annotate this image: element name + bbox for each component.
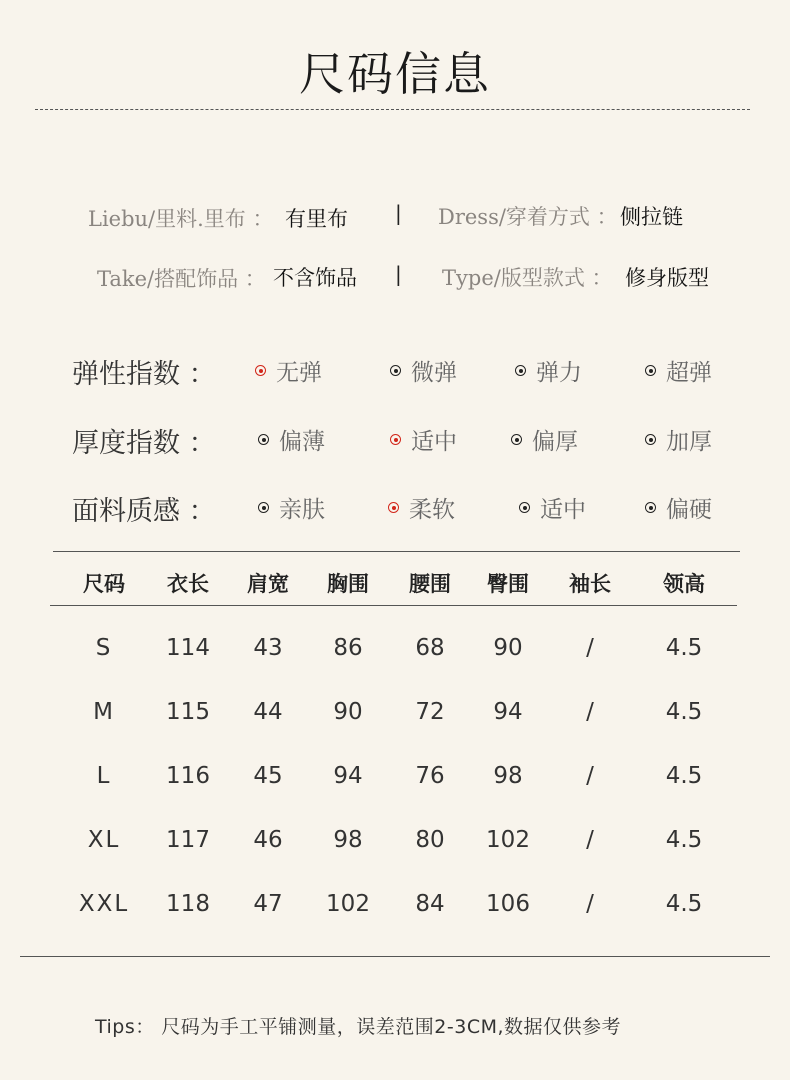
table-cell: 4.5 [665, 763, 703, 789]
table-cell: 98 [493, 763, 523, 789]
table-cell: L [96, 763, 112, 789]
table-cell: 45 [253, 763, 283, 789]
attribute-option[interactable] [645, 423, 712, 456]
table-cell: 116 [166, 763, 210, 789]
attribute-option[interactable] [258, 423, 325, 456]
attribute-option-label: 无弹 [276, 360, 322, 386]
attribute-option[interactable] [388, 491, 455, 524]
table-cell: 106 [486, 891, 530, 917]
table-cell: 44 [253, 699, 283, 725]
table-header-rule [50, 605, 737, 606]
info-separator: | [395, 201, 402, 225]
radio-icon [645, 365, 656, 376]
table-cell: 80 [415, 827, 445, 853]
attribute-option[interactable] [390, 423, 457, 456]
radio-icon [519, 502, 530, 513]
attribute-option[interactable] [519, 491, 586, 524]
type-value: 修身版型 [625, 266, 709, 290]
radio-icon [645, 502, 656, 513]
column-header: 袖长 [569, 571, 611, 596]
dress-label: Dress/穿着方式 ： [438, 205, 618, 229]
take-label: Take/搭配饰品 ： [97, 267, 266, 291]
type-label: Type/版型款式 ： [442, 266, 613, 290]
table-cell: 4.5 [665, 635, 703, 661]
attribute-option[interactable] [645, 491, 712, 524]
attribute-option-label: 偏薄 [279, 429, 325, 455]
table-cell: 102 [486, 827, 530, 853]
radio-icon [515, 365, 526, 376]
table-cell: / [586, 699, 594, 725]
table-top-rule [53, 551, 740, 552]
table-cell: 4.5 [665, 827, 703, 853]
table-cell: 102 [326, 891, 370, 917]
table-cell: XXL [78, 891, 130, 917]
table-cell: 114 [166, 635, 210, 661]
table-cell: / [586, 635, 594, 661]
table-cell: 76 [415, 763, 445, 789]
radio-selected-icon [390, 434, 401, 445]
radio-icon [645, 434, 656, 445]
table-cell: 47 [253, 891, 283, 917]
radio-icon [258, 434, 269, 445]
attribute-label: 弹性指数 ： [72, 359, 216, 390]
page-title: 尺码信息 [299, 47, 491, 101]
table-cell: XL [87, 827, 121, 853]
table-bottom-rule [20, 956, 770, 957]
attribute-option[interactable] [390, 354, 457, 387]
info-separator: | [395, 262, 402, 286]
attribute-option[interactable] [645, 354, 712, 387]
table-cell: M [93, 699, 115, 725]
column-header: 衣长 [167, 571, 209, 596]
column-header: 领高 [663, 571, 705, 596]
attribute-option[interactable] [255, 354, 322, 387]
table-cell: 46 [253, 827, 283, 853]
attribute-option[interactable] [258, 491, 325, 524]
table-cell: 4.5 [665, 891, 703, 917]
table-cell: 117 [166, 827, 210, 853]
column-header: 胸围 [327, 571, 369, 596]
attribute-option-label: 适中 [411, 429, 457, 455]
radio-icon [511, 434, 522, 445]
attribute-option-label: 超弹 [666, 360, 712, 386]
attribute-option[interactable] [515, 354, 582, 387]
lining-value: 有里布 [285, 207, 348, 231]
table-cell: 90 [493, 635, 523, 661]
table-cell: 68 [415, 635, 445, 661]
attribute-option-label: 适中 [540, 497, 586, 523]
table-cell: 115 [166, 699, 210, 725]
attribute-label: 厚度指数 ： [72, 428, 216, 459]
table-cell: 94 [333, 763, 363, 789]
column-header: 肩宽 [247, 571, 289, 596]
table-cell: 94 [493, 699, 523, 725]
attribute-option-label: 亲肤 [279, 497, 325, 523]
table-cell: / [586, 763, 594, 789]
attribute-option-label: 微弹 [411, 360, 457, 386]
table-cell: 90 [333, 699, 363, 725]
table-cell: 98 [333, 827, 363, 853]
table-cell: 43 [253, 635, 283, 661]
column-header: 臀围 [487, 571, 529, 596]
attribute-label: 面料质感 ： [72, 496, 216, 527]
table-cell: 4.5 [665, 699, 703, 725]
attribute-option-label: 柔软 [409, 497, 455, 523]
column-header: 腰围 [409, 571, 451, 596]
table-cell: 86 [333, 635, 363, 661]
take-value: 不含饰品 [273, 266, 357, 290]
radio-icon [258, 502, 269, 513]
table-cell: / [586, 891, 594, 917]
table-cell: 84 [415, 891, 445, 917]
column-header: 尺码 [83, 571, 125, 596]
lining-label: Liebu/里料.里布 ： [88, 207, 274, 231]
attribute-option-label: 弹力 [536, 360, 582, 386]
radio-selected-icon [255, 365, 266, 376]
attribute-option[interactable] [511, 423, 578, 456]
title-divider [35, 109, 750, 110]
attribute-option-label: 加厚 [666, 429, 712, 455]
table-cell: 72 [415, 699, 445, 725]
table-cell: 118 [166, 891, 210, 917]
tips-note: Tips： 尺码为手工平铺测量，误差范围2-3CM,数据仅供参考 [95, 1016, 622, 1038]
table-cell: / [586, 827, 594, 853]
dress-value: 侧拉链 [620, 205, 683, 229]
radio-selected-icon [388, 502, 399, 513]
attribute-option-label: 偏厚 [532, 429, 578, 455]
table-cell: S [95, 635, 113, 661]
radio-icon [390, 365, 401, 376]
attribute-option-label: 偏硬 [666, 497, 712, 523]
